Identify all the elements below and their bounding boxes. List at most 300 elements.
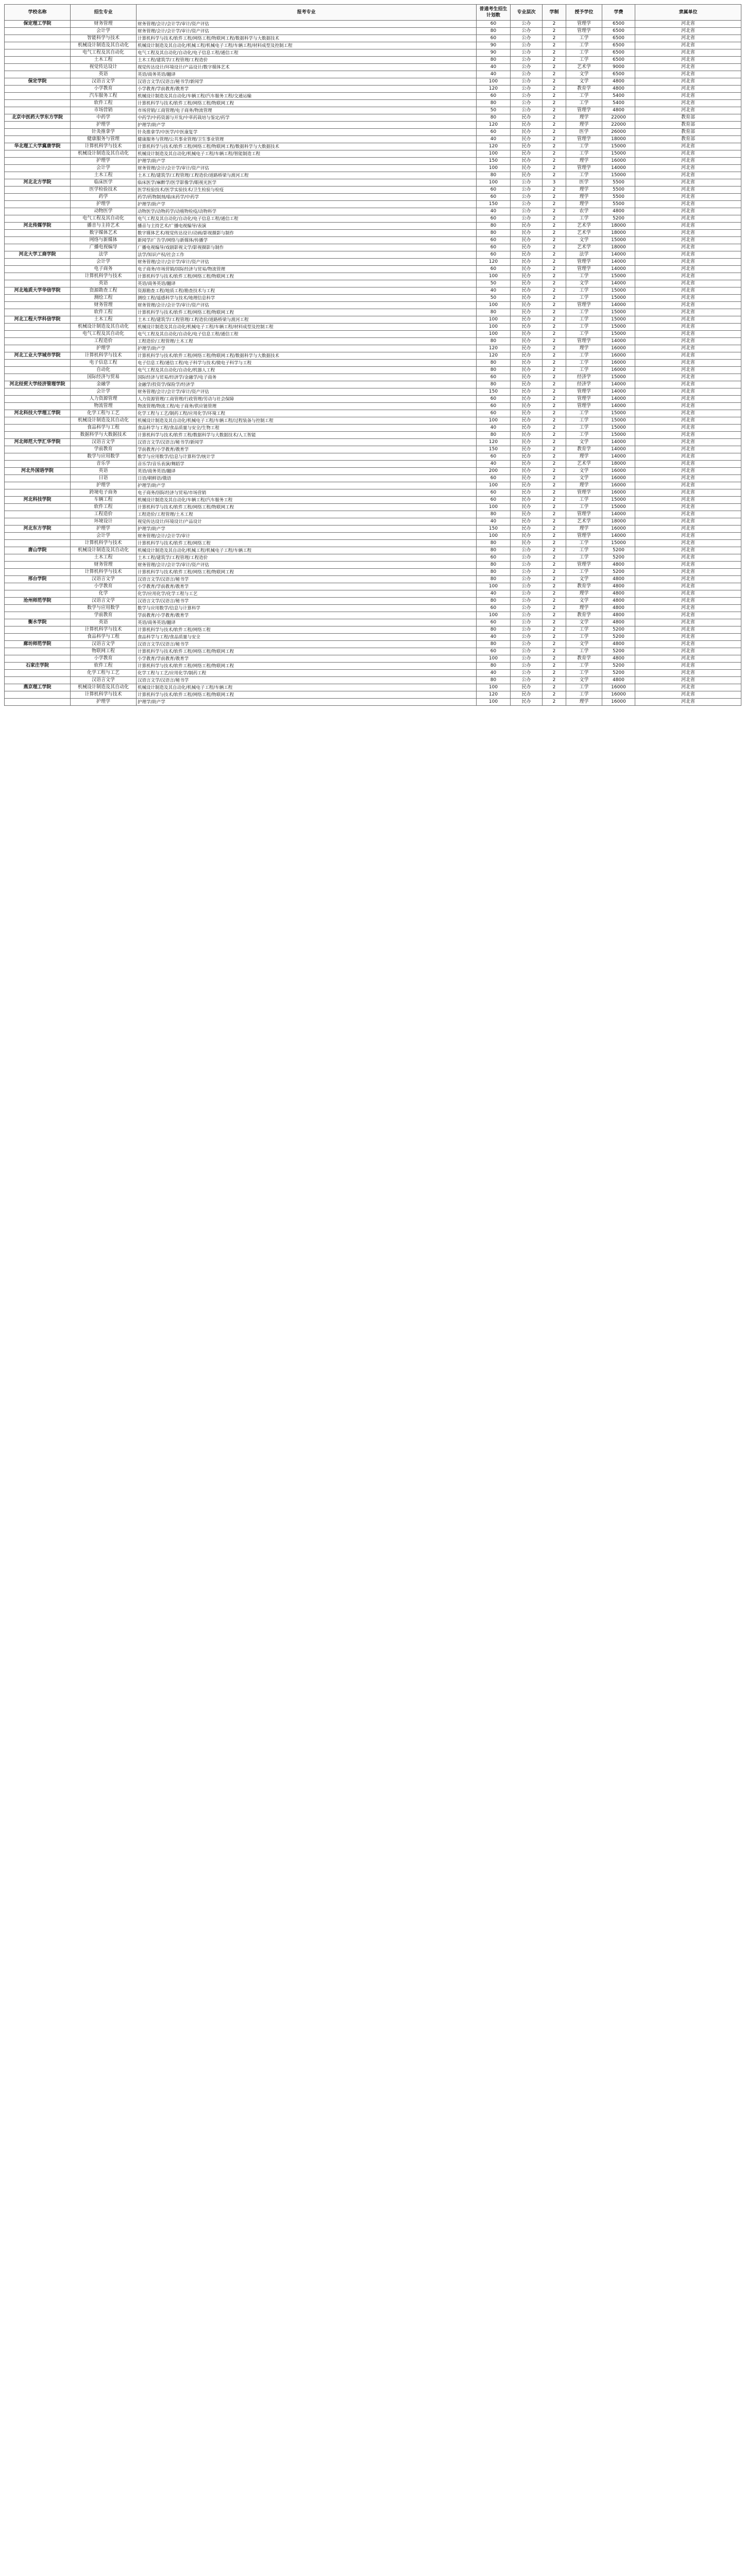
table-row <box>5 518 741 526</box>
length-cell: 2 <box>543 21 566 28</box>
degree-cell: 教育学 <box>566 446 602 453</box>
degree-cell: 理学 <box>566 201 602 208</box>
fee-cell: 5400 <box>602 100 635 107</box>
school-name-cell <box>5 374 71 381</box>
major-cell: 计算机科学与技术 <box>71 352 137 360</box>
affiliation-cell: 河北省 <box>635 57 741 64</box>
plan-cell: 100 <box>477 302 511 309</box>
level-cell: 民办 <box>511 461 543 468</box>
degree-cell: 文学 <box>566 71 602 78</box>
affiliation-cell: 河北省 <box>635 251 741 259</box>
plan-cell: 80 <box>477 114 511 122</box>
scope-cell: 药学/药物制剂/临床药学/中药学 <box>137 194 477 201</box>
affiliation-cell: 河北省 <box>635 93 741 100</box>
plan-cell: 100 <box>477 324 511 331</box>
school-name-cell <box>5 64 71 71</box>
scope-cell: 视觉传达设计/环境设计/产品设计/数字媒体艺术 <box>137 64 477 71</box>
length-cell: 2 <box>543 35 566 42</box>
level-cell: 民办 <box>511 497 543 504</box>
scope-cell: 计算机科学与技术/软件工程/数据科学与大数据技术/人工智能 <box>137 432 477 439</box>
level-cell: 民办 <box>511 381 543 388</box>
affiliation-cell: 河北省 <box>635 150 741 158</box>
plan-cell: 60 <box>477 396 511 403</box>
affiliation-cell: 河北省 <box>635 172 741 179</box>
scope-cell: 护理学/助产学 <box>137 345 477 352</box>
affiliation-cell: 河北省 <box>635 143 741 150</box>
affiliation-cell: 河北省 <box>635 468 741 475</box>
fee-cell: 15000 <box>602 172 635 179</box>
fee-cell: 4800 <box>602 78 635 86</box>
fee-cell: 16000 <box>602 489 635 497</box>
level-cell: 公办 <box>511 583 543 590</box>
level-cell: 公办 <box>511 187 543 194</box>
major-cell: 土木工程 <box>71 554 137 562</box>
length-cell: 2 <box>543 648 566 655</box>
degree-cell: 文学 <box>566 598 602 605</box>
length-cell: 2 <box>543 691 566 699</box>
level-cell: 公办 <box>511 634 543 641</box>
affiliation-cell: 河北省 <box>635 533 741 540</box>
fee-cell: 15000 <box>602 374 635 381</box>
plan-cell: 80 <box>477 57 511 64</box>
level-cell: 公办 <box>511 64 543 71</box>
level-cell: 公办 <box>511 49 543 57</box>
major-cell: 工程造价 <box>71 511 137 518</box>
length-cell: 2 <box>543 165 566 172</box>
length-cell: 2 <box>543 136 566 143</box>
length-cell: 2 <box>543 107 566 114</box>
affiliation-cell: 河北省 <box>635 360 741 367</box>
level-cell: 民办 <box>511 518 543 526</box>
major-cell: 财务管理 <box>71 562 137 569</box>
degree-cell: 工学 <box>566 287 602 295</box>
fee-cell: 14000 <box>602 439 635 446</box>
affiliation-cell: 河北省 <box>635 461 741 468</box>
length-cell: 2 <box>543 410 566 417</box>
length-cell: 2 <box>543 93 566 100</box>
degree-cell: 理学 <box>566 482 602 489</box>
fee-cell: 14000 <box>602 511 635 518</box>
table-row <box>5 86 741 93</box>
major-cell: 护理学 <box>71 158 137 165</box>
fee-cell: 5200 <box>602 547 635 554</box>
affiliation-cell: 河北省 <box>635 554 741 562</box>
table-row <box>5 230 741 237</box>
school-name-cell: 衡水学院 <box>5 619 71 626</box>
major-cell: 汉语言文学 <box>71 439 137 446</box>
major-cell: 中药学 <box>71 114 137 122</box>
major-cell: 化学工程与工艺 <box>71 410 137 417</box>
plan-cell: 60 <box>477 266 511 273</box>
major-cell: 电子商务 <box>71 266 137 273</box>
table-row <box>5 244 741 251</box>
major-cell: 网络与新媒体 <box>71 237 137 244</box>
degree-cell: 工学 <box>566 324 602 331</box>
degree-cell: 理学 <box>566 345 602 352</box>
school-name-cell <box>5 533 71 540</box>
affiliation-cell: 河北省 <box>635 309 741 316</box>
table-row <box>5 381 741 388</box>
plan-cell: 100 <box>477 417 511 425</box>
level-cell: 民办 <box>511 244 543 251</box>
plan-cell: 120 <box>477 352 511 360</box>
degree-cell: 艺术学 <box>566 244 602 251</box>
major-cell: 汉语言文学 <box>71 576 137 583</box>
degree-cell: 工学 <box>566 273 602 280</box>
school-name-cell <box>5 208 71 215</box>
scope-cell: 人力资源管理/工商管理/行政管理/劳动与社会保障 <box>137 396 477 403</box>
major-cell: 环境设计 <box>71 518 137 526</box>
length-cell: 2 <box>543 201 566 208</box>
plan-cell: 60 <box>477 403 511 410</box>
table-row <box>5 439 741 446</box>
degree-cell: 工学 <box>566 35 602 42</box>
plan-cell: 50 <box>477 295 511 302</box>
level-cell: 民办 <box>511 699 543 706</box>
degree-cell: 理学 <box>566 526 602 533</box>
degree-cell: 工学 <box>566 432 602 439</box>
school-name-cell <box>5 338 71 345</box>
degree-cell: 工学 <box>566 331 602 338</box>
column-header: 隶属单位 <box>635 5 741 21</box>
column-header: 专业层次 <box>511 5 543 21</box>
fee-cell: 5500 <box>602 179 635 187</box>
table-row <box>5 634 741 641</box>
scope-cell: 机械设计制造及其自动化/车辆工程/汽车服务工程 <box>137 497 477 504</box>
length-cell: 2 <box>543 215 566 223</box>
degree-cell: 管理学 <box>566 28 602 35</box>
table-row <box>5 360 741 367</box>
school-name-cell: 河北科技大学理工学院 <box>5 410 71 417</box>
fee-cell: 4800 <box>602 677 635 684</box>
scope-cell: 化学/应用化学/化学工程与工艺 <box>137 590 477 598</box>
plan-cell: 80 <box>477 360 511 367</box>
school-name-cell <box>5 554 71 562</box>
scope-cell: 金融学/投资学/保险学/经济学 <box>137 381 477 388</box>
degree-cell: 管理学 <box>566 266 602 273</box>
fee-cell: 5200 <box>602 569 635 576</box>
level-cell: 公办 <box>511 626 543 634</box>
table-row <box>5 562 741 569</box>
level-cell: 公办 <box>511 93 543 100</box>
level-cell: 公办 <box>511 670 543 677</box>
column-header: 报考专业 <box>137 5 477 21</box>
length-cell: 2 <box>543 583 566 590</box>
length-cell: 2 <box>543 367 566 374</box>
table-row <box>5 367 741 374</box>
school-name-cell: 河北北方学院 <box>5 179 71 187</box>
fee-cell: 6500 <box>602 35 635 42</box>
school-name-cell <box>5 360 71 367</box>
affiliation-cell: 河北省 <box>635 598 741 605</box>
fee-cell: 5500 <box>602 201 635 208</box>
major-cell: 广播电视编导 <box>71 244 137 251</box>
table-row <box>5 648 741 655</box>
degree-cell: 文学 <box>566 237 602 244</box>
degree-cell: 管理学 <box>566 562 602 569</box>
major-cell: 土木工程 <box>71 316 137 324</box>
school-name-cell <box>5 396 71 403</box>
fee-cell: 6500 <box>602 71 635 78</box>
length-cell: 2 <box>543 670 566 677</box>
table-row <box>5 259 741 266</box>
scope-cell: 新闻学/广告学/网络与新媒体/传播学 <box>137 237 477 244</box>
length-cell: 3 <box>543 179 566 187</box>
plan-cell: 100 <box>477 78 511 86</box>
length-cell: 2 <box>543 345 566 352</box>
plan-cell: 60 <box>477 187 511 194</box>
length-cell: 2 <box>543 598 566 605</box>
affiliation-cell: 河北省 <box>635 641 741 648</box>
major-cell: 护理学 <box>71 122 137 129</box>
plan-cell: 120 <box>477 143 511 150</box>
scope-cell: 小学教育/学前教育/教育学 <box>137 655 477 663</box>
major-cell: 人力资源管理 <box>71 396 137 403</box>
level-cell: 公办 <box>511 208 543 215</box>
affiliation-cell: 河北省 <box>635 403 741 410</box>
scope-cell: 汉语言文学/汉语言/秘书学 <box>137 576 477 583</box>
fee-cell: 4800 <box>602 583 635 590</box>
school-name-cell <box>5 504 71 511</box>
fee-cell: 15000 <box>602 432 635 439</box>
school-name-cell <box>5 453 71 461</box>
major-cell: 机械设计制造及其自动化 <box>71 417 137 425</box>
plan-cell: 60 <box>477 244 511 251</box>
affiliation-cell: 河北省 <box>635 223 741 230</box>
scope-cell: 电气工程及其自动化/自动化/电子信息工程/通信工程 <box>137 215 477 223</box>
length-cell: 2 <box>543 374 566 381</box>
scope-cell: 医学检验技术/医学实验技术/卫生检验与检疫 <box>137 187 477 194</box>
major-cell: 针灸推拿学 <box>71 129 137 136</box>
plan-cell: 100 <box>477 533 511 540</box>
level-cell: 民办 <box>511 122 543 129</box>
school-name-cell <box>5 280 71 287</box>
scope-cell: 国际经济与贸易/经济学/金融学/电子商务 <box>137 374 477 381</box>
length-cell: 2 <box>543 158 566 165</box>
fee-cell: 14000 <box>602 338 635 345</box>
level-cell: 民办 <box>511 273 543 280</box>
column-header: 学费 <box>602 5 635 21</box>
length-cell: 2 <box>543 626 566 634</box>
length-cell: 2 <box>543 482 566 489</box>
level-cell: 公办 <box>511 42 543 49</box>
major-cell: 电气工程及其自动化 <box>71 331 137 338</box>
table-row <box>5 345 741 352</box>
level-cell: 民办 <box>511 432 543 439</box>
degree-cell: 理学 <box>566 590 602 598</box>
plan-cell: 60 <box>477 410 511 417</box>
table-row <box>5 172 741 179</box>
fee-cell: 5500 <box>602 187 635 194</box>
degree-cell: 文学 <box>566 677 602 684</box>
major-cell: 食品科学与工程 <box>71 634 137 641</box>
major-cell: 机械设计制造及其自动化 <box>71 324 137 331</box>
school-name-cell <box>5 86 71 93</box>
level-cell: 民办 <box>511 691 543 699</box>
major-cell: 软件工程 <box>71 100 137 107</box>
level-cell: 公办 <box>511 569 543 576</box>
degree-cell: 管理学 <box>566 21 602 28</box>
level-cell: 民办 <box>511 237 543 244</box>
degree-cell: 工学 <box>566 634 602 641</box>
affiliation-cell: 河北省 <box>635 215 741 223</box>
degree-cell: 艺术学 <box>566 230 602 237</box>
affiliation-cell: 河北省 <box>635 287 741 295</box>
level-cell: 民办 <box>511 302 543 309</box>
major-cell: 计算机科学与技术 <box>71 273 137 280</box>
degree-cell: 工学 <box>566 626 602 634</box>
major-cell: 英语 <box>71 468 137 475</box>
degree-cell: 工学 <box>566 143 602 150</box>
scope-cell: 计算机科学与技术/软件工程/网络工程/物联网工程/数据科学与大数据技术 <box>137 35 477 42</box>
table-row <box>5 511 741 518</box>
fee-cell: 4800 <box>602 562 635 569</box>
major-cell: 视觉传达设计 <box>71 64 137 71</box>
degree-cell: 理学 <box>566 605 602 612</box>
degree-cell: 工学 <box>566 684 602 691</box>
level-cell: 民办 <box>511 165 543 172</box>
length-cell: 2 <box>543 699 566 706</box>
scope-cell: 临床医学/麻醉学/医学影像学/眼视光医学 <box>137 179 477 187</box>
table-row <box>5 598 741 605</box>
table-row <box>5 612 741 619</box>
table-row <box>5 699 741 706</box>
major-cell: 测绘工程 <box>71 295 137 302</box>
school-name-cell <box>5 302 71 309</box>
length-cell: 2 <box>543 446 566 453</box>
degree-cell: 工学 <box>566 215 602 223</box>
school-name-cell: 河北科技学院 <box>5 497 71 504</box>
affiliation-cell: 河北省 <box>635 504 741 511</box>
affiliation-cell: 河北省 <box>635 569 741 576</box>
school-name-cell: 河北工程大学科信学院 <box>5 316 71 324</box>
plan-cell: 60 <box>477 129 511 136</box>
scope-cell: 视觉传达设计/环境设计/产品设计 <box>137 518 477 526</box>
degree-cell: 文学 <box>566 576 602 583</box>
plan-cell: 40 <box>477 287 511 295</box>
scope-cell: 计算机科学与技术/软件工程/网络工程/物联网工程 <box>137 504 477 511</box>
affiliation-cell: 河北省 <box>635 230 741 237</box>
level-cell: 公办 <box>511 562 543 569</box>
affiliation-cell: 河北省 <box>635 374 741 381</box>
major-cell: 汉语言文学 <box>71 677 137 684</box>
fee-cell: 4800 <box>602 590 635 598</box>
fee-cell: 15000 <box>602 150 635 158</box>
plan-cell: 60 <box>477 21 511 28</box>
table-row <box>5 49 741 57</box>
length-cell: 2 <box>543 309 566 316</box>
length-cell: 2 <box>543 266 566 273</box>
scope-cell: 学前教育/小学教育/教育学 <box>137 612 477 619</box>
table-row <box>5 42 741 49</box>
affiliation-cell: 河北省 <box>635 187 741 194</box>
length-cell: 2 <box>543 497 566 504</box>
fee-cell: 18000 <box>602 223 635 230</box>
affiliation-cell: 河北省 <box>635 71 741 78</box>
table-row <box>5 35 741 42</box>
fee-cell: 4800 <box>602 641 635 648</box>
level-cell: 民办 <box>511 230 543 237</box>
affiliation-cell: 河北省 <box>635 78 741 86</box>
fee-cell: 5200 <box>602 663 635 670</box>
table-row <box>5 129 741 136</box>
level-cell: 公办 <box>511 57 543 64</box>
length-cell: 2 <box>543 194 566 201</box>
fee-cell: 5500 <box>602 194 635 201</box>
school-name-cell <box>5 605 71 612</box>
plan-cell: 60 <box>477 554 511 562</box>
affiliation-cell: 河北省 <box>635 410 741 417</box>
school-name-cell: 河北外国语学院 <box>5 468 71 475</box>
length-cell: 2 <box>543 42 566 49</box>
scope-cell: 计算机科学与技术/软件工程/网络工程/物联网工程 <box>137 691 477 699</box>
scope-cell: 土木工程/建筑学/工程管理/工程造价/道路桥梁与渡河工程 <box>137 172 477 179</box>
length-cell: 2 <box>543 324 566 331</box>
affiliation-cell: 河北省 <box>635 158 741 165</box>
table-row <box>5 663 741 670</box>
plan-cell: 40 <box>477 590 511 598</box>
scope-cell: 健康服务与管理/公共事业管理/卫生事业管理 <box>137 136 477 143</box>
degree-cell: 工学 <box>566 309 602 316</box>
affiliation-cell: 河北省 <box>635 302 741 309</box>
school-name-cell <box>5 93 71 100</box>
major-cell: 小学教育 <box>71 86 137 93</box>
length-cell: 2 <box>543 453 566 461</box>
affiliation-cell: 河北省 <box>635 612 741 619</box>
affiliation-cell: 河北省 <box>635 42 741 49</box>
affiliation-cell: 河北省 <box>635 540 741 547</box>
major-cell: 机械设计制造及其自动化 <box>71 547 137 554</box>
length-cell: 2 <box>543 172 566 179</box>
fee-cell: 16000 <box>602 526 635 533</box>
major-cell: 会计学 <box>71 165 137 172</box>
affiliation-cell: 河北省 <box>635 35 741 42</box>
scope-cell: 汉语言文学/汉语言/秘书学/新闻学 <box>137 439 477 446</box>
table-row <box>5 165 741 172</box>
table-row <box>5 143 741 150</box>
level-cell: 民办 <box>511 489 543 497</box>
table-row <box>5 215 741 223</box>
length-cell: 2 <box>543 100 566 107</box>
major-cell: 小学教育 <box>71 583 137 590</box>
plan-cell: 80 <box>477 223 511 230</box>
school-name-cell <box>5 432 71 439</box>
scope-cell: 工程造价/工程管理/土木工程 <box>137 338 477 345</box>
table-row <box>5 150 741 158</box>
school-name-cell: 河北地质大学华信学院 <box>5 287 71 295</box>
major-cell: 计算机科学与技术 <box>71 569 137 576</box>
scope-cell: 电气工程及其自动化/自动化/电子信息工程/通信工程 <box>137 49 477 57</box>
affiliation-cell: 河北省 <box>635 273 741 280</box>
major-cell: 软件工程 <box>71 663 137 670</box>
plan-cell: 150 <box>477 388 511 396</box>
degree-cell: 教育学 <box>566 86 602 93</box>
degree-cell: 管理学 <box>566 338 602 345</box>
length-cell: 2 <box>543 237 566 244</box>
plan-cell: 150 <box>477 201 511 208</box>
fee-cell: 16000 <box>602 367 635 374</box>
degree-cell: 工学 <box>566 663 602 670</box>
school-name-cell <box>5 489 71 497</box>
column-header: 普通考生招生计划数 <box>477 5 511 21</box>
degree-cell: 管理学 <box>566 533 602 540</box>
scope-cell: 财务管理/会计/会计学/审计/资产评估 <box>137 28 477 35</box>
table-row <box>5 432 741 439</box>
major-cell: 汉语言文学 <box>71 78 137 86</box>
major-cell: 计算机科学与技术 <box>71 143 137 150</box>
school-name-cell <box>5 100 71 107</box>
school-name-cell <box>5 42 71 49</box>
